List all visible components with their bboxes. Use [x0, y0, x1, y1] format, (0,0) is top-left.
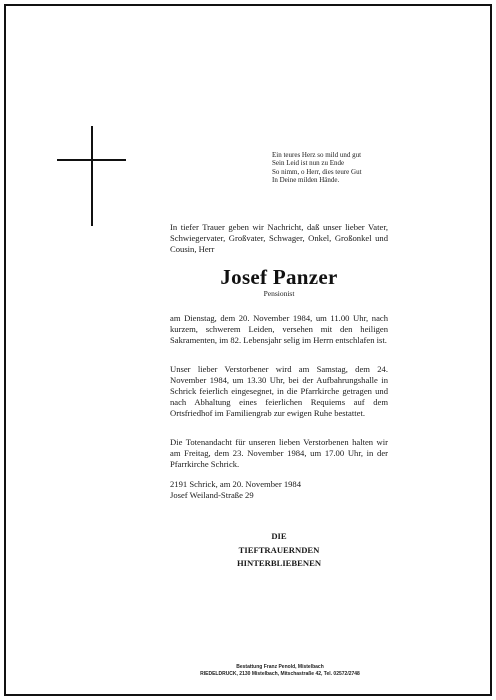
- family-address: [170, 479, 388, 501]
- closing-signature: [170, 530, 388, 571]
- closing-line: TIEFTRAUERNDEN: [238, 544, 320, 555]
- verse-line: Ein teures Herz so mild und gut: [272, 151, 362, 159]
- verse-line: So nimm, o Herr, dies teure Gut: [272, 167, 362, 176]
- closing-line: HINTERBLIEBENEN: [236, 558, 322, 568]
- place-date: 2191 Schrick, am 20. November 1984: [170, 479, 302, 489]
- death-details-paragraph: am Dienstag, dem 20. November 1984, um 11.00 Uhr, nach kurzem, schwerem Leiden, versehen mit den heiligen Sakramenten, im 82. Lebensjahr selig im Herrn entschlafen ist.: [170, 313, 388, 346]
- deceased-occupation: Pensionist: [263, 289, 295, 298]
- obituary-notice: [4, 4, 492, 696]
- memorial-verse: [272, 151, 452, 185]
- deceased-block: [170, 266, 388, 299]
- funeral-home-line: Bestattung Franz Penold, Mistelbach: [236, 664, 324, 670]
- closing-line: DIE: [271, 531, 287, 541]
- vigil-details-paragraph: Die Totenandacht für unseren lieben Verstorbenen halten wir am Freitag, dem 23. November 1984, um 17.00 Uhr, in der Pfarrkirche Schrick.: [170, 437, 388, 470]
- deceased-name: Josef Panzer: [220, 265, 338, 289]
- cross-icon: [91, 126, 93, 226]
- printer-line: RIEDELDRUCK, 2130 Mistelbach, Mitschastraße 42, Tel. 02572/2748: [200, 670, 360, 677]
- funeral-details-paragraph: Unser lieber Verstorbener wird am Samstag, dem 24. November 1984, um 13.30 Uhr, bei der Aufbahrungshalle in Schrick feierlich eingesegnet, in die Pfarrkirche getragen und nach Abhaltung eines feierlichen Requiems auf dem Ortsfriedhof im Familiengrab zur ewigen Ruhe bestattet.: [170, 364, 388, 419]
- announcement-intro: In tiefer Trauer geben wir Nachricht, daß unser lieber Vater, Schwiegervater, Großvater, Schwager, Onkel, Großonkel und Cousin, Herr: [170, 222, 388, 255]
- printer-imprint: [150, 664, 410, 677]
- cross-icon-bar: [57, 159, 126, 161]
- verse-line: Sein Leid ist nun zu Ende: [272, 159, 345, 168]
- verse-line: In Deine milden Hände.: [272, 176, 340, 185]
- street-address: Josef Weiland-Straße 29: [170, 490, 254, 501]
